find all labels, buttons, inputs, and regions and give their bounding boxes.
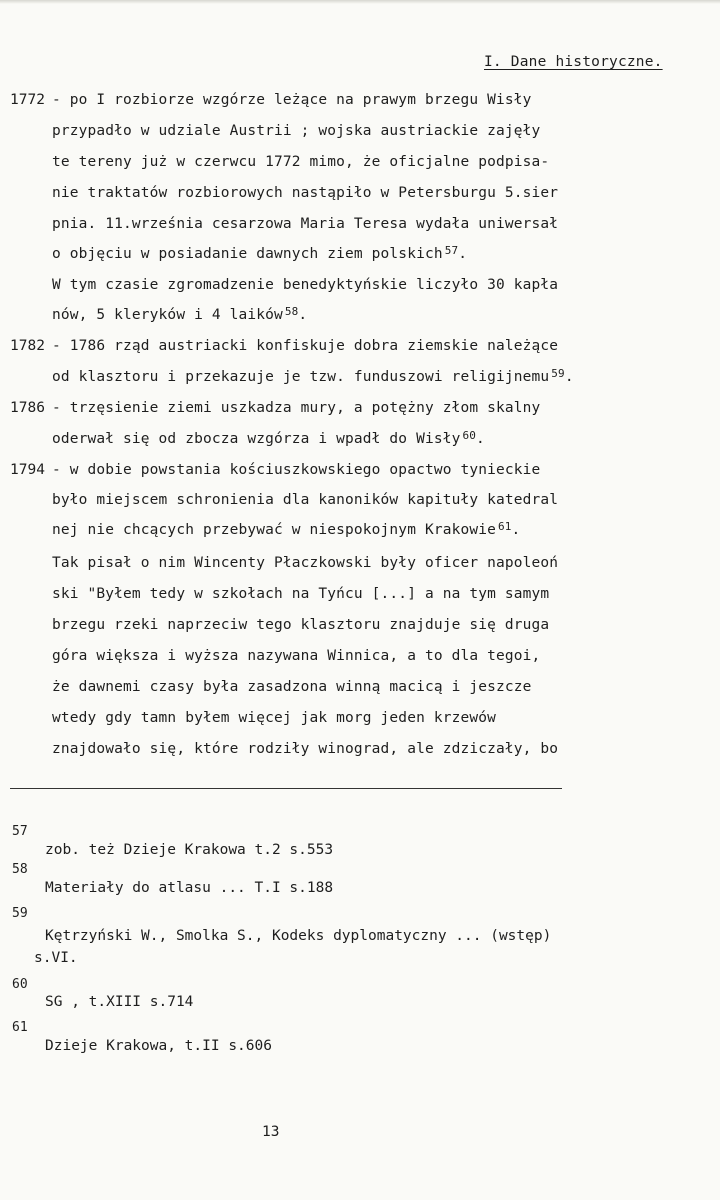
- footnote-text-continued: s.VI.: [34, 950, 78, 966]
- body-line-with-ref: [52, 431, 485, 447]
- body-line-with-ref: [52, 246, 467, 262]
- body-line: znajdowało się, które rodziły winograd, ale zdziczały, bo: [52, 741, 559, 757]
- body-text: nów, 5 kleryków i 4 laików: [52, 307, 283, 323]
- body-line: W tym czasie zgromadzenie benedyktyńskie liczyło 30 kapła: [52, 277, 559, 293]
- body-line: - po I rozbiorze wzgórze leżące na prawym brzegu Wisły: [52, 92, 532, 108]
- footnote-number: 57: [12, 824, 28, 839]
- punctuation: .: [564, 369, 574, 385]
- body-text: od klasztoru i przekazuje je tzw. funduszowi religijnemu: [52, 369, 550, 385]
- footnote-ref-57[interactable]: 57: [444, 244, 459, 257]
- footnote-ref-59[interactable]: 59: [551, 367, 565, 380]
- footnote-ref-61[interactable]: 61: [498, 520, 512, 533]
- footnote-ref-58[interactable]: 58: [284, 305, 299, 318]
- entry-year-1786: 1786: [10, 400, 45, 416]
- body-line: - w dobie powstania kościuszkowskiego opactwo tynieckie: [52, 462, 541, 478]
- body-line: że dawnemi czasy była zasadzona winną macicą i jeszcze: [52, 679, 532, 695]
- body-line: było miejscem schronienia dla kanoników kapituły katedral: [52, 492, 559, 508]
- body-text: oderwał się od zbocza wzgórza i wpadł do Wisły: [52, 431, 461, 447]
- punctuation: .: [458, 246, 468, 262]
- punctuation: .: [511, 522, 521, 538]
- entry-year-1794: 1794: [10, 462, 45, 478]
- body-line: ski "Byłem tedy w szkołach na Tyńcu [...] a na tym samym: [52, 586, 550, 602]
- footnote-number: 60: [12, 977, 28, 992]
- footnote-text: Materiały do atlasu ... T.I s.188: [45, 880, 334, 896]
- section-header: I. Dane historyczne.: [484, 54, 663, 70]
- footnote-text: SG , t.XIII s.714: [45, 994, 194, 1010]
- footnote-number: 58: [12, 862, 28, 877]
- footnote-ref-60[interactable]: 60: [462, 429, 477, 442]
- body-line-with-ref: [52, 522, 520, 538]
- body-line: Tak pisał o nim Wincenty Płaczkowski były oficer napoleoń: [52, 555, 559, 571]
- top-edge: [0, 0, 720, 4]
- body-line: nie traktatów rozbiorowych nastąpiło w Petersburgu 5.sier: [52, 185, 559, 201]
- footnote-divider: [10, 788, 562, 789]
- footnote-text: Kętrzyński W., Smolka S., Kodeks dyplomatyczny ... (wstęp): [45, 928, 552, 944]
- body-text: o objęciu w posiadanie dawnych ziem polskich: [52, 246, 443, 262]
- footnote-number: 59: [12, 906, 28, 921]
- punctuation: .: [476, 431, 485, 447]
- entry-year-1782: 1782: [10, 338, 45, 354]
- footnote-number: 61: [12, 1020, 28, 1035]
- punctuation: .: [298, 307, 308, 323]
- entry-year-1772: 1772: [10, 92, 45, 108]
- body-line: - 1786 rząd austriacki konfiskuje dobra ziemskie należące: [52, 338, 559, 354]
- body-line: wtedy gdy tamn byłem więcej jak morg jeden krzewów: [52, 710, 496, 726]
- body-line: brzegu rzeki naprzeciw tego klasztoru znajduje się druga: [52, 617, 550, 633]
- page-number: 13: [262, 1124, 280, 1140]
- body-line: te tereny już w czerwcu 1772 mimo, że oficjalne podpisa-: [52, 154, 550, 170]
- body-line: pnia. 11.września cesarzowa Maria Teresa wydała uniwersał: [52, 216, 559, 232]
- body-text: nej nie chcących przebywać w niespokojnym Krakowie: [52, 522, 496, 538]
- body-line-with-ref: [52, 307, 307, 323]
- body-line-with-ref: [52, 369, 574, 385]
- body-line: góra większa i wyższa nazywana Winnica, a to dla tegoi,: [52, 648, 541, 664]
- footnote-text: zob. też Dzieje Krakowa t.2 s.553: [45, 842, 334, 858]
- body-line: - trzęsienie ziemi uszkadza mury, a potężny złom skalny: [52, 400, 541, 416]
- body-line: przypadło w udziale Austrii ; wojska austriackie zajęły: [52, 123, 541, 139]
- footnote-text: Dzieje Krakowa, t.II s.606: [45, 1038, 272, 1054]
